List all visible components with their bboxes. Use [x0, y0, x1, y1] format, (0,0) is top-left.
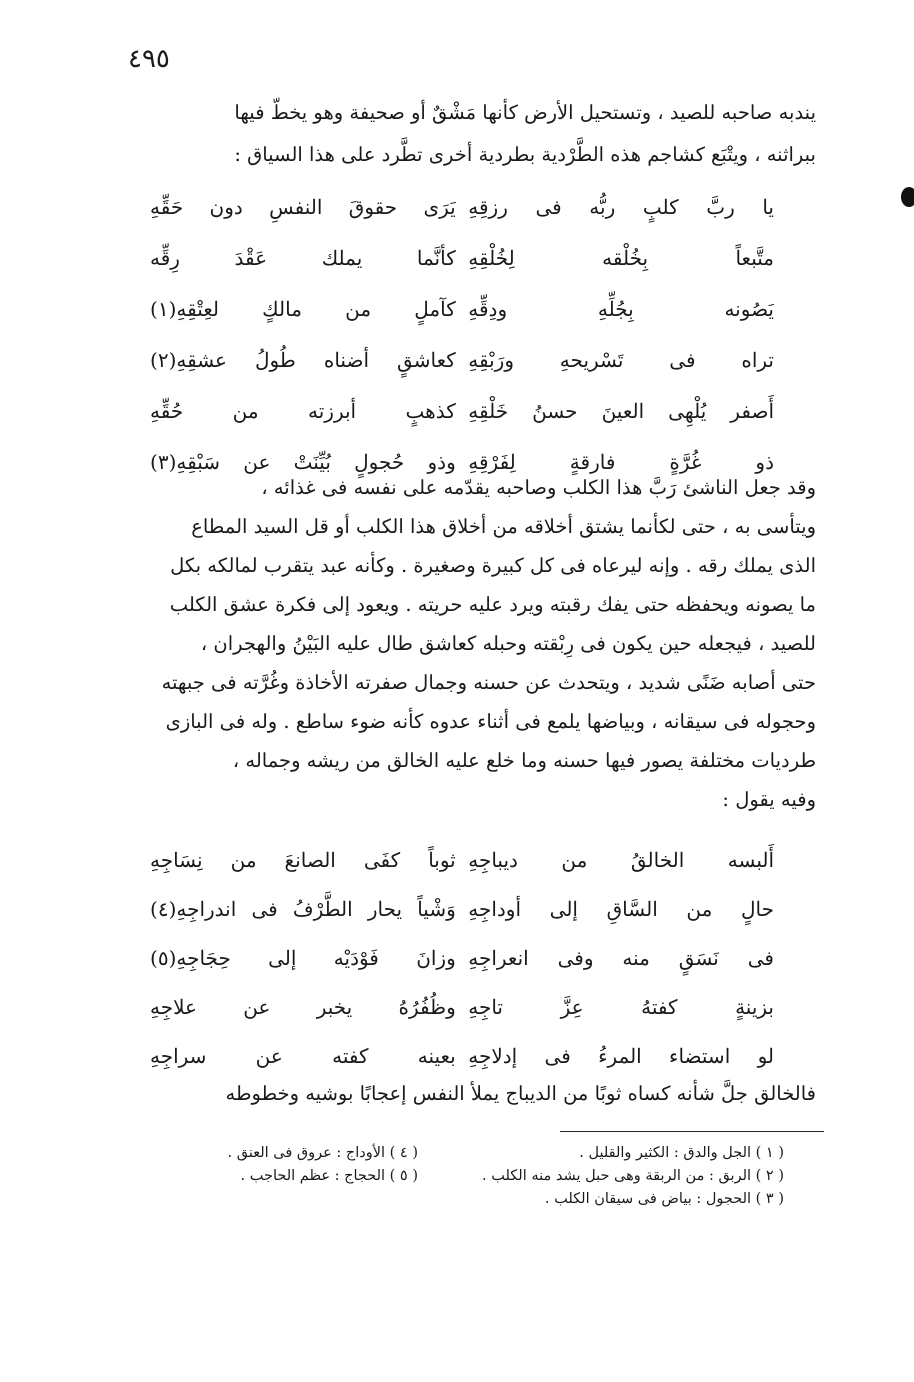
- prose-line: وحجوله فى سيقانه ، وبياضها يلمع فى أثناء عدوه كأنه ضوء ساطع . وله فى البازى: [165, 710, 816, 733]
- prose-line: طرديات مختلفة يصور فيها حسنه وما خلع عليه الخالق من ريشه وجماله ،: [232, 749, 816, 772]
- verse-first-hemistich: يَصُونه بِجُلِّهِ ودِقِّهِ: [468, 297, 774, 321]
- verse-line: [150, 836, 774, 885]
- verse-line: [150, 233, 774, 284]
- verse-second-hemistich: ثوباً كفَى الصانعَ من نِسَاجِهِ: [150, 848, 456, 872]
- verse-line: [150, 885, 774, 934]
- verse-block-dog: [150, 182, 774, 488]
- verse-line: [150, 335, 774, 386]
- verse-line: [150, 386, 774, 437]
- verse-second-hemistich: وذو حُجولٍ بُيِّنَتْ عن سَبْقِهِ(٣): [150, 450, 456, 474]
- verse-first-hemistich: تراه فى تَسْريحهِ ورَبْقِهِ: [468, 348, 774, 372]
- prose-line: وقد جعل الناشئ رَبَّ هذا الكلب وصاحبه يقدّمه على نفسه فى غذائه ،: [261, 476, 816, 499]
- prose-line: ما يصونه ويحفظه حتى يفك رقبته ويرد عليه حريته . ويعود إلى فكرة عشق الكلب: [169, 593, 816, 616]
- verse-second-hemistich: وزانَ فَوْدَيْه إلى حِجَاجِهِ(٥): [150, 946, 456, 970]
- verse-line: [150, 182, 774, 233]
- margin-ink-mark: [901, 187, 914, 207]
- prose-line: وفيه يقول :: [722, 788, 816, 811]
- verse-first-hemistich: أَلبسه الخالقُ من ديباجِهِ: [468, 848, 774, 872]
- verse-second-hemistich: كآملٍ من مالكٍ لعِتْقِهِ(١): [150, 297, 456, 321]
- intro-line: ببراثنه ، ويتْبَع كشاجم هذه الطَّرْدية بطردية أخرى تطَّرد على هذا السياق :: [234, 143, 816, 166]
- closing-paragraph: [118, 1074, 816, 1114]
- intro-paragraph: [118, 92, 816, 176]
- verse-first-hemistich: ذو غُرَّةٍ فارقةٍ لِفَرْقِهِ: [468, 450, 774, 474]
- verse-first-hemistich: يا ربَّ كلبٍ ربُّه فى رزقِهِ: [468, 195, 774, 219]
- verse-first-hemistich: حالٍ من السَّاقِ إلى أوداجِهِ: [468, 897, 774, 921]
- verse-first-hemistich: متَّبعاً بِخُلْقه لِخُلْقِهِ: [468, 246, 774, 270]
- verse-second-hemistich: وظُفُرُهُ يخبر عن علاجِهِ: [150, 995, 456, 1019]
- verse-first-hemistich: بزينةٍ كفتهُ عِزَّ تاجِهِ: [468, 995, 774, 1019]
- intro-line: يندبه صاحبه للصيد ، وتستحيل الأرض كأنها مَشْقٌ أو صحيفة وهو يخطّ فيها: [234, 101, 816, 124]
- footnote-divider: [560, 1131, 824, 1132]
- verse-second-hemistich: كعاشقٍ أضناه طُولُ عشقِهِ(٢): [150, 348, 456, 372]
- prose-line: حتى أصابه ضَنًى شديد ، ويتحدث عن حسنه وجمال صفرته الأخاذة وغُرَّته فى جبهته: [161, 671, 816, 694]
- footnote-5: ( ٥ ) الحجاج : عظم الحاجب .: [240, 1168, 418, 1184]
- verse-second-hemistich: وَشْياً يحار الطَّرْفُ فى اندراجِهِ(٤): [150, 897, 456, 921]
- footnotes-column-right: [440, 1142, 784, 1211]
- footnote-3: ( ٣ ) الحجول : بياض فى سيقان الكلب .: [544, 1191, 784, 1207]
- verse-line: [150, 934, 774, 983]
- prose-line: الذى يملك رقه . وإنه ليرعاه فى كل كبيرة وصغيرة . وكأنه عبد يتقرب لمالكه بكل: [170, 554, 816, 577]
- verse-second-hemistich: يَرَى حقوقَ النفسِ دون حَقِّهِ: [150, 195, 456, 219]
- footnotes-column-left: [150, 1142, 418, 1188]
- verse-line: [150, 284, 774, 335]
- footnote-4: ( ٤ ) الأوداج : عروق فى العنق .: [227, 1145, 418, 1161]
- verse-first-hemistich: أَصفر يُلْهِى العينَ حسنُ خَلْقِهِ: [468, 399, 774, 423]
- footnote-1: ( ١ ) الجل والدق : الكثير والقليل .: [579, 1145, 784, 1161]
- verse-block-falcon: [150, 836, 774, 1081]
- prose-line: فالخالق جلَّ شأنه كساه ثوبًا من الديباج يملأ النفس إعجابًا بوشيه وخطوطه: [225, 1082, 816, 1105]
- verse-first-hemistich: فى نَسَقٍ منه وفى انعراجِهِ: [468, 946, 774, 970]
- verse-first-hemistich: لو استضاء المرءُ فى إدلاجِهِ: [468, 1044, 774, 1068]
- verse-second-hemistich: كذهبٍ أبرزته من حُقِّهِ: [150, 399, 456, 423]
- page-number: ٤٩٥: [128, 44, 170, 74]
- prose-line: للصيد ، فيجعله حين يكون فى رِبْقته وحبله كعاشق طال عليه البَيْنُ والهجران ،: [200, 632, 816, 655]
- prose-line: ويتأسى به ، حتى لكأنما يشتق أخلاقه من أخلاق هذا الكلب أو قل السيد المطاع: [191, 515, 816, 538]
- verse-second-hemistich: كأنَّما يملك عَقْدَ رِقِّه: [150, 246, 456, 270]
- commentary-paragraph: [118, 468, 816, 819]
- verse-second-hemistich: بعينه كفته عن سراجِهِ: [150, 1044, 456, 1068]
- verse-line: [150, 983, 774, 1032]
- footnote-2: ( ٢ ) الربق : من الربقة وهى حبل يشد منه الكلب .: [482, 1168, 784, 1184]
